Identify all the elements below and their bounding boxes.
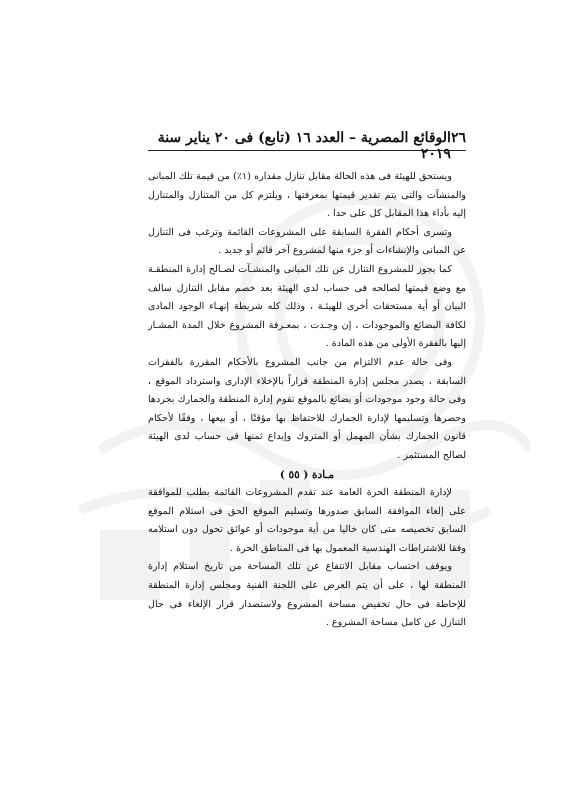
- article-heading: مـادة ( ٥٥ ): [279, 468, 335, 481]
- page-header: [148, 130, 466, 162]
- paragraph: لإدارة المنطقة الحرة العامة عند تقدم المشروعات القائمة بطلب للموافقة على إلغاء الموافقة السابق صدورها وتسليم الموقع الحق فى استلام الموقع السابق تخصيصه متى كان خاليا من أية موجودات أو عوائق تحول دون استلامه وفقا للاشتراطات الهندسية المعمول بها فى المناطق الحرة .: [148, 487, 466, 554]
- paragraph: وفى حالة عدم الالتزام من جانب المشروع بالأحكام المقررة بالفقرات السابقة ، يصدر مجلس إدارة المنطقة قراراً بالإخلاء الإدارى واسترداد الموقع ، وفى حالة وجود موجودات أو بضائع بالموقع تقوم إدارة المنطقة والجمارك بجردها وحصرها وتسليمها لإدارة الجمارك للاحتفاظ بها مؤقتًا ، أو بيعها ، وفقًا لأحكام قانون الجمارك بشأن المهمل أو المتروك وإيداع ثمنها فى حساب لدى الهيئة لصالح المستثمر .: [148, 356, 466, 461]
- paragraph: ويستحق للهيئة فى هذه الحالة مقابل تنازل مقداره (١٪) من قيمة تلك المبانى والمنشآت والتى يتم تقدير قيمتها بمعرفتها ، ويلتزم كل من المتنازل والمتنازل إليه بأداء هذا المقابل كل على حدا .: [148, 171, 466, 220]
- page-number: ٢٦: [450, 130, 466, 146]
- paragraph: وتسرى أحكام الفقرة السابقة على المشروعات القائمة وترغب فى التنازل عن المبانى والإنشاءات أو جزء منها لمشروع آخر قائم أو جديد .: [148, 226, 466, 257]
- document-body: [148, 168, 466, 633]
- header-divider: [148, 150, 466, 151]
- gazette-title: الوقائع المصرية – العدد ١٦ (تابع) فى ٢٠ يناير سنة ٢٠١٩: [157, 130, 451, 162]
- paragraph: كما يجوز للمشروع التنازل عن تلك المبانى والمنشـآت لصـالح إدارة المنطقـة مع وضع قيمتها لصالحه فى حساب لدى الهيئة بعد خصم مقابل التنازل سالف البيان أو أية مستحقات أخرى للهيئـة ، وذلك كله شريطة إنهـاء الوجود المادى لكافة البضائع والموجودات ، إن وجـدت ، بمعـرفة المشروع خلال المدة المشـار إليها بالفقرة الأولى من هذه المادة .: [148, 263, 466, 350]
- paragraph: ويوقف احتساب مقابل الانتفاع عن تلك المساحة من تاريخ استلام إدارة المنطقة لها ، على أن يتم العرض على اللجنة الفنية ومجلس إدارة المنطقة للإحاطة فى حال تخفيض مساحة المشروع ولاستصدار قرار الإلغاء فى حال التنازل عن كامل مساحة المشروع .: [148, 561, 466, 629]
